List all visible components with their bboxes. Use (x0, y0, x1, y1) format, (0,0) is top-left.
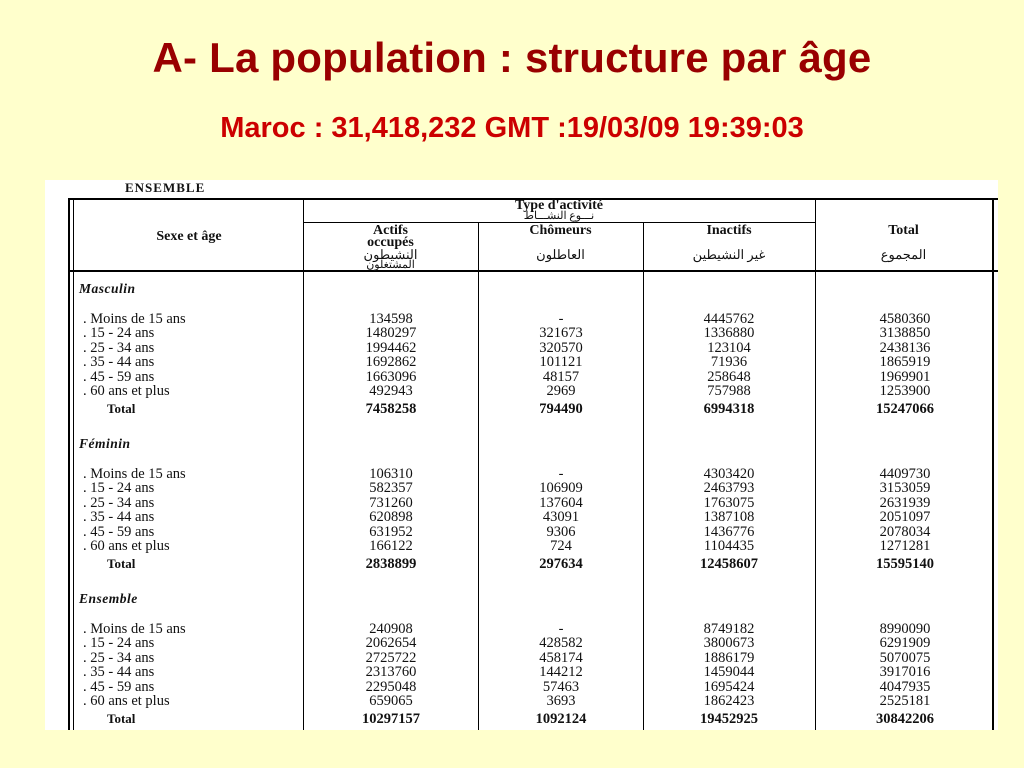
cell-chomeurs: 1092124 (535, 711, 587, 728)
cell-chomeurs: - (558, 621, 564, 637)
section-label-ensemble: Ensemble (79, 591, 138, 606)
table-total-row (45, 557, 998, 571)
cell-actifs: 620898 (369, 509, 413, 526)
row-label: . 35 - 44 ans (83, 354, 155, 371)
cell-actifs: 106310 (369, 466, 413, 482)
row-label: Total (107, 711, 136, 727)
cell-chomeurs: - (558, 466, 564, 482)
cell-chomeurs: 428582 (539, 635, 583, 652)
table-row (45, 539, 998, 553)
slide-title: A- La population : structure par âge (152, 34, 872, 81)
cell-chomeurs: 9306 (546, 523, 576, 540)
header-type-activite-ar: نـــوع النشـــاط (523, 210, 595, 222)
table-total-row (45, 712, 998, 726)
header-inactifs: Inactifs (706, 223, 752, 238)
cell-inactifs: 19452925 (700, 711, 758, 728)
cell-chomeurs: 794490 (539, 401, 583, 418)
row-label: . Moins de 15 ans (83, 621, 186, 637)
section-label-feminin: Féminin (79, 436, 131, 451)
header-actifs-ar: النشيطون (363, 247, 418, 262)
cell-actifs: 7458258 (365, 401, 417, 418)
cell-total: 3153059 (879, 480, 931, 497)
cell-inactifs: 1886179 (703, 649, 755, 666)
header-actifs: Actifs (373, 223, 408, 238)
cell-actifs: 166122 (369, 538, 413, 554)
row-label: . 25 - 34 ans (83, 649, 155, 666)
table-row (45, 694, 998, 708)
cell-chomeurs: 2969 (546, 383, 576, 399)
population-table (45, 180, 998, 730)
table-row (45, 636, 998, 650)
row-label: Total (107, 401, 136, 417)
table-caption: ENSEMBLE (125, 180, 206, 195)
cell-actifs: 582357 (369, 480, 413, 497)
section-label-masculin: Masculin (79, 281, 136, 296)
cell-total: 1271281 (879, 538, 931, 554)
cell-inactifs: 757988 (707, 383, 751, 399)
cell-total: 3917016 (879, 664, 931, 681)
table-row (45, 326, 998, 340)
cell-total: 4580360 (879, 311, 931, 327)
cell-actifs: 1692862 (365, 354, 417, 371)
table-row (45, 312, 998, 326)
cell-chomeurs: 297634 (539, 556, 583, 573)
cell-inactifs: 12458607 (700, 556, 758, 573)
row-label: . 45 - 59 ans (83, 523, 155, 540)
row-label: . 60 ans et plus (83, 383, 170, 399)
cell-actifs: 2062654 (365, 635, 417, 652)
row-label: Total (107, 556, 136, 572)
table-row (45, 341, 998, 355)
cell-inactifs: 1387108 (703, 509, 755, 526)
cell-inactifs: 1104435 (703, 538, 755, 554)
cell-actifs: 2313760 (365, 664, 417, 681)
header-bottom-border (68, 270, 998, 272)
table-row (45, 370, 998, 384)
row-label: . 15 - 24 ans (83, 325, 155, 342)
table-row (45, 467, 998, 481)
cell-total: 2631939 (879, 494, 931, 511)
cell-inactifs: 1336880 (703, 325, 755, 342)
cell-actifs: 492943 (369, 383, 413, 399)
cell-chomeurs: 48157 (542, 368, 580, 385)
cell-chomeurs: 106909 (539, 480, 583, 497)
cell-inactifs: 1695424 (703, 678, 755, 695)
row-label: . 60 ans et plus (83, 693, 170, 709)
cell-actifs: 731260 (369, 494, 413, 511)
table-row (45, 510, 998, 524)
table-row (45, 525, 998, 539)
table-row (45, 651, 998, 665)
row-label: . 15 - 24 ans (83, 480, 155, 497)
cell-actifs: 631952 (369, 523, 413, 540)
cell-inactifs: 1862423 (703, 693, 755, 709)
row-label: . 35 - 44 ans (83, 509, 155, 526)
row-label: . Moins de 15 ans (83, 311, 186, 327)
table-row (45, 665, 998, 679)
header-actifs-ar2: المشتغلون (366, 259, 415, 271)
cell-inactifs: 123104 (707, 339, 751, 356)
cell-actifs: 2725722 (365, 649, 417, 666)
cell-actifs: 1480297 (365, 325, 417, 342)
cell-total: 5070075 (879, 649, 931, 666)
cell-total: 1253900 (879, 383, 931, 399)
header-chomeurs: Chômeurs (529, 223, 592, 238)
header-type-activite: Type d'activité (514, 198, 603, 213)
cell-actifs: 2295048 (365, 678, 417, 695)
header-total: Total (888, 223, 919, 238)
table-row (45, 496, 998, 510)
cell-inactifs: 6994318 (703, 401, 755, 418)
row-label: . 45 - 59 ans (83, 678, 155, 695)
row-label: . 60 ans et plus (83, 538, 170, 554)
cell-total: 3138850 (879, 325, 931, 342)
header-sexe-age: Sexe et âge (156, 229, 222, 244)
header-total-ar: المجموع (880, 247, 927, 262)
cell-chomeurs: 3693 (546, 693, 576, 709)
cell-chomeurs: - (558, 311, 564, 327)
header-chomeurs-ar: العاطلون (536, 247, 585, 262)
cell-inactifs: 2463793 (703, 480, 755, 497)
cell-chomeurs: 101121 (539, 354, 583, 371)
row-label: . 25 - 34 ans (83, 494, 155, 511)
cell-inactifs: 8749182 (703, 621, 755, 637)
table-row (45, 622, 998, 636)
table-row (45, 680, 998, 694)
cell-total: 2438136 (879, 339, 931, 356)
slide-subtitle: Maroc : 31,418,232 GMT :19/03/09 19:39:03 (220, 112, 804, 144)
row-label: . 15 - 24 ans (83, 635, 155, 652)
cell-total: 15247066 (876, 401, 934, 418)
cell-total: 4047935 (879, 678, 931, 695)
row-label: . 35 - 44 ans (83, 664, 155, 681)
table-total-row (45, 402, 998, 416)
cell-inactifs: 4445762 (703, 311, 755, 327)
row-label: . Moins de 15 ans (83, 466, 186, 482)
cell-inactifs: 1763075 (703, 494, 755, 511)
cell-chomeurs: 57463 (542, 678, 580, 695)
cell-actifs: 659065 (369, 693, 413, 709)
cell-inactifs: 71936 (710, 354, 748, 371)
cell-chomeurs: 724 (550, 538, 572, 554)
row-label: . 45 - 59 ans (83, 368, 155, 385)
cell-total: 15595140 (876, 556, 934, 573)
cell-total: 2078034 (879, 523, 931, 540)
cell-total: 2525181 (879, 693, 931, 709)
cell-total: 4409730 (879, 466, 931, 482)
table-row (45, 384, 998, 398)
cell-total: 8990090 (879, 621, 931, 637)
cell-actifs: 134598 (369, 311, 413, 327)
table-row (45, 355, 998, 369)
cell-inactifs: 4303420 (703, 466, 755, 482)
row-label: . 25 - 34 ans (83, 339, 155, 356)
cell-inactifs: 258648 (707, 368, 751, 385)
cell-actifs: 1994462 (365, 339, 417, 356)
cell-inactifs: 1459044 (703, 664, 755, 681)
cell-chomeurs: 320570 (539, 339, 583, 356)
cell-actifs: 1663096 (365, 368, 417, 385)
cell-actifs: 240908 (369, 621, 413, 637)
header-inactifs-ar: غير النشيطين (692, 247, 766, 262)
cell-chomeurs: 321673 (539, 325, 583, 342)
cell-inactifs: 1436776 (703, 523, 755, 540)
cell-total: 1969901 (879, 368, 931, 385)
table-row (45, 481, 998, 495)
cell-chomeurs: 43091 (542, 509, 580, 526)
cell-total: 1865919 (879, 354, 931, 371)
cell-total: 2051097 (879, 509, 931, 526)
cell-chomeurs: 458174 (539, 649, 583, 666)
cell-inactifs: 3800673 (703, 635, 755, 652)
cell-total: 30842206 (876, 711, 934, 728)
cell-actifs: 10297157 (362, 711, 420, 728)
cell-chomeurs: 144212 (539, 664, 583, 681)
cell-total: 6291909 (879, 635, 931, 652)
header-actifs-occupes: occupés (367, 235, 414, 250)
cell-actifs: 2838899 (365, 556, 417, 573)
cell-chomeurs: 137604 (539, 494, 583, 511)
